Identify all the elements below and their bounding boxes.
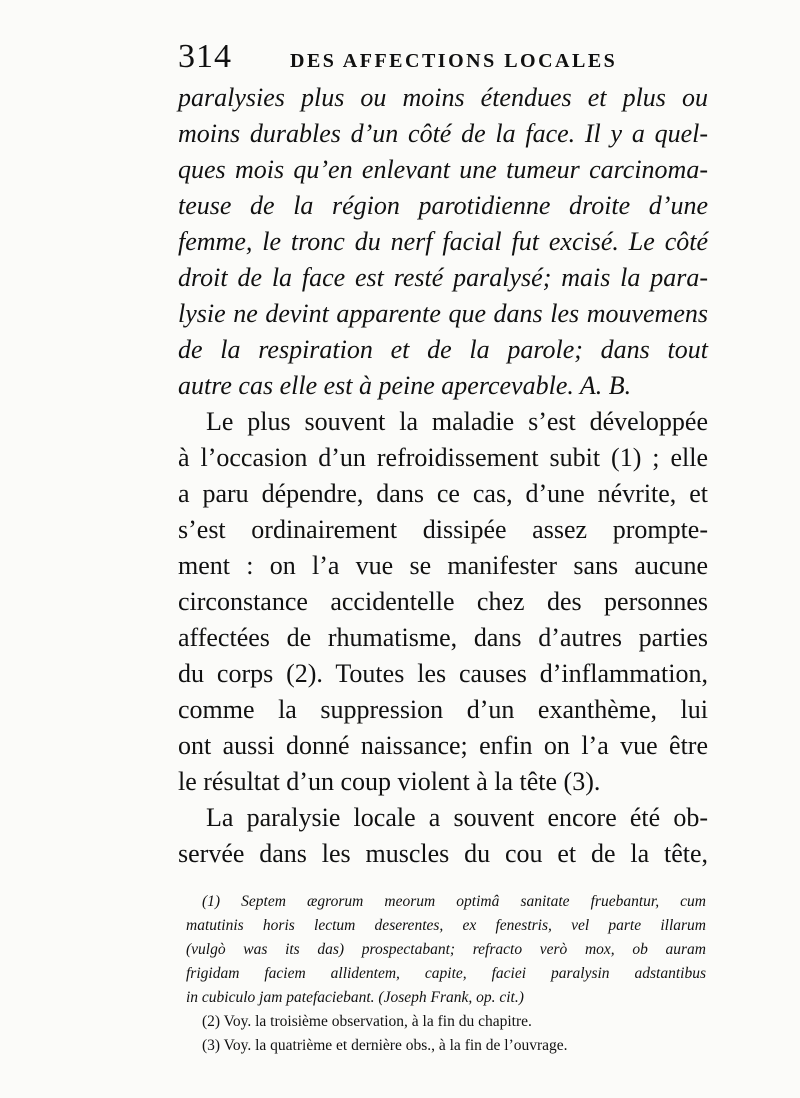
text-line: affectées de rhumatisme, dans d’autres parties: [178, 623, 708, 652]
running-title: DES AFFECTIONS LOCALES: [290, 50, 618, 72]
text-line: teuse de la région parotidienne droite d’une: [178, 191, 708, 220]
text-line: moins durables d’un côté de la face. Il y a quel-: [178, 119, 708, 148]
footnote-line: (2) Voy. la troisième observation, à la fin du chapitre.: [202, 1013, 532, 1030]
footnote-line: (1) Septem ægrorum meorum optimâ sanitate fruebantur, cum: [202, 893, 706, 910]
text-line: Le plus souvent la maladie s’est développée: [206, 407, 708, 436]
page-header: [178, 38, 718, 78]
footnote-line: in cubiculo jam patefaciebant. (Joseph Frank, op. cit.): [186, 989, 524, 1006]
footnote-line: (3) Voy. la quatrième et dernière obs., à la fin de l’ouvrage.: [202, 1037, 568, 1054]
footnote-line: frigidam faciem allidentem, capite, faciei paralysin adstantibus: [186, 965, 706, 982]
text-line: circonstance accidentelle chez des personnes: [178, 587, 708, 616]
text-line: a paru dépendre, dans ce cas, d’une névrite, et: [178, 479, 708, 508]
text-line: paralysies plus ou moins étendues et plus ou: [178, 83, 708, 112]
footnotes: [186, 890, 706, 1058]
text-line: La paralysie locale a souvent encore été ob-: [206, 803, 708, 832]
text-line: ment : on l’a vue se manifester sans aucune: [178, 551, 708, 580]
text-line: de la respiration et de la parole; dans tout: [178, 335, 708, 364]
footnote-line: matutinis horis lectum deserentes, ex fenestris, vel parte illarum: [186, 917, 706, 934]
footnote-line: (vulgò was its das) prospectabant; refracto verò mox, ob auram: [186, 941, 706, 958]
text-line: autre cas elle est à peine apercevable. A. B.: [178, 371, 632, 400]
text-line: femme, le tronc du nerf facial fut excisé. Le côté: [178, 227, 708, 256]
text-line: servée dans les muscles du cou et de la tête,: [178, 839, 708, 868]
text-line: à l’occasion d’un refroidissement subit (1) ; elle: [178, 443, 708, 472]
text-line: ont aussi donné naissance; enfin on l’a vue être: [178, 731, 708, 760]
main-text: [178, 80, 708, 872]
text-line: le résultat d’un coup violent à la tête (3).: [178, 767, 601, 796]
text-line: s’est ordinairement dissipée assez prompte-: [178, 515, 708, 544]
text-line: lysie ne devint apparente que dans les mouvemens: [178, 299, 708, 328]
text-line: comme la suppression d’un exanthème, lui: [178, 695, 708, 724]
page-number: 314: [178, 38, 232, 75]
text-line: ques mois qu’en enlevant une tumeur carcinoma-: [178, 155, 708, 184]
text-line: du corps (2). Toutes les causes d’inflammation,: [178, 659, 708, 688]
text-line: droit de la face est resté paralysé; mais la para-: [178, 263, 708, 292]
